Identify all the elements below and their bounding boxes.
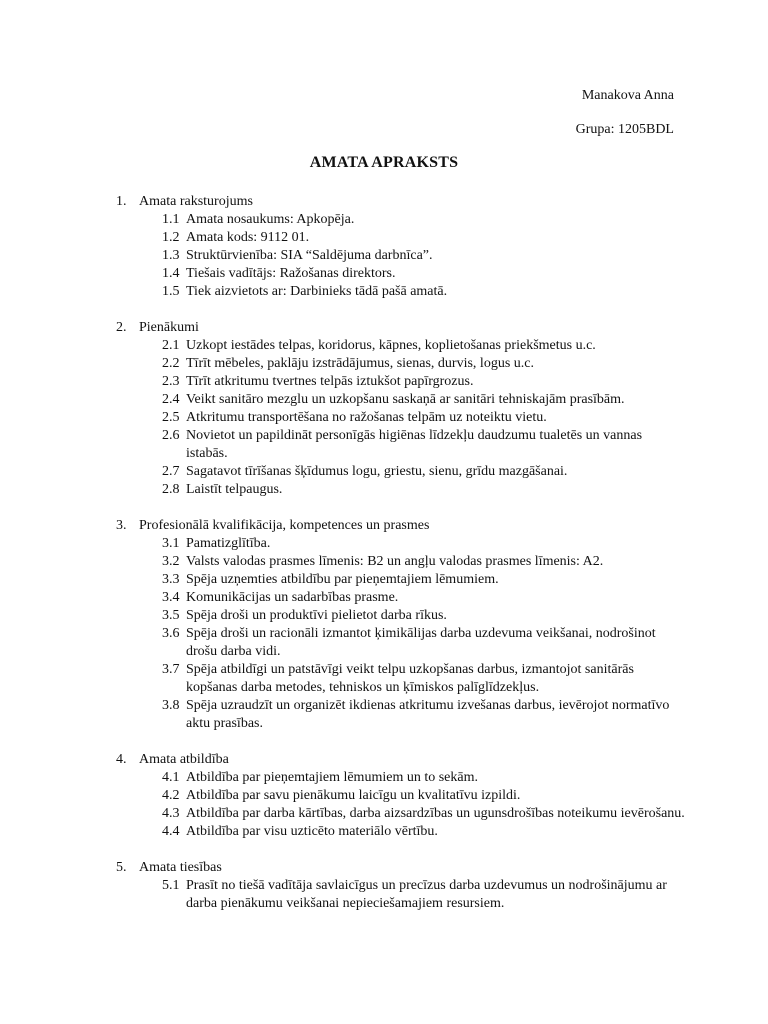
item-number: 2.5 <box>162 410 180 425</box>
section-items <box>162 877 686 913</box>
item-number: 1.3 <box>162 248 180 263</box>
list-item <box>162 589 686 607</box>
section-title: Amata raksturojums <box>139 194 253 209</box>
item-text: Atbildība par pieņemtajiem lēmumiem un to sekām. <box>186 770 478 785</box>
item-number: 4.1 <box>162 770 180 785</box>
list-item <box>162 463 686 481</box>
list-item <box>162 373 686 391</box>
item-text: Amata nosaukums: Apkopēja. <box>186 212 355 227</box>
section-title: Amata tiesības <box>139 860 222 875</box>
list-item <box>162 247 686 265</box>
list-item <box>162 409 686 427</box>
list-item <box>162 697 686 733</box>
list-item <box>162 265 686 283</box>
section-2 <box>116 319 686 499</box>
item-text: Sagatavot tīrīšanas šķīdumus logu, griestu, sienu, grīdu mazgāšanai. <box>186 464 568 479</box>
item-text: Spēja atbildīgi un patstāvīgi veikt telpu uzkopšanas darbus, izmantojot sanitārās kopšanas darba metodes, tehniskos un ķīmiskos palīglīdzekļus. <box>186 662 634 695</box>
item-number: 3.7 <box>162 662 180 677</box>
section-number: 4. <box>116 752 127 767</box>
section-heading <box>116 193 686 211</box>
author-name: Manakova Anna <box>581 88 674 103</box>
section-number: 5. <box>116 860 127 875</box>
item-text: Tīrīt atkritumu tvertnes telpās iztukšot papīrgrozus. <box>186 374 474 389</box>
item-number: 3.6 <box>162 626 180 641</box>
item-text: Amata kods: 9112 01. <box>186 230 310 245</box>
section-number: 2. <box>116 320 127 335</box>
section-3 <box>116 517 686 733</box>
item-text: Spēja droši un racionāli izmantot ķimikālijas darba uzdevuma veikšanai, nodrošinot drošu darba vidi. <box>186 626 656 659</box>
item-number: 4.3 <box>162 806 180 821</box>
section-number: 3. <box>116 518 127 533</box>
item-number: 2.8 <box>162 482 180 497</box>
list-item <box>162 481 686 499</box>
item-text: Spēja uzņemties atbildību par pieņemtajiem lēmumiem. <box>186 572 499 587</box>
item-text: Struktūrvienība: SIA “Saldējuma darbnīca”. <box>186 248 433 263</box>
item-number: 3.3 <box>162 572 180 587</box>
item-number: 2.3 <box>162 374 180 389</box>
item-number: 1.4 <box>162 266 180 281</box>
list-item <box>162 283 686 301</box>
section-heading <box>116 859 686 877</box>
list-item <box>162 625 686 661</box>
list-item <box>162 211 686 229</box>
section-heading <box>116 319 686 337</box>
item-number: 2.6 <box>162 428 180 443</box>
section-title: Profesionālā kvalifikācija, kompetences un prasmes <box>139 518 430 533</box>
section-heading <box>116 517 686 535</box>
list-item <box>162 553 686 571</box>
item-text: Valsts valodas prasmes līmenis: B2 un angļu valodas prasmes līmenis: A2. <box>186 554 604 569</box>
section-5 <box>116 859 686 913</box>
item-number: 2.2 <box>162 356 180 371</box>
item-text: Laistīt telpaugus. <box>186 482 283 497</box>
item-text: Atkritumu transportēšana no ražošanas telpām uz noteiktu vietu. <box>186 410 547 425</box>
item-number: 1.5 <box>162 284 180 299</box>
section-heading <box>116 751 686 769</box>
item-text: Tīrīt mēbeles, paklāju izstrādājumus, sienas, durvis, logus u.c. <box>186 356 534 371</box>
item-number: 2.7 <box>162 464 180 479</box>
list-item <box>162 823 686 841</box>
section-1 <box>116 193 686 301</box>
section-number: 1. <box>116 194 127 209</box>
item-text: Pamatizglītība. <box>186 536 271 551</box>
item-number: 3.8 <box>162 698 180 713</box>
item-text: Komunikācijas un sadarbības prasme. <box>186 590 399 605</box>
list-item <box>162 787 686 805</box>
item-number: 1.1 <box>162 212 180 227</box>
list-item <box>162 229 686 247</box>
item-text: Prasīt no tiešā vadītāja savlaicīgus un precīzus darba uzdevumus un nodrošinājumu ar darba pienākumu veikšanai nepieciešamajiem resursiem. <box>186 878 667 911</box>
sections-list <box>116 193 686 931</box>
item-number: 4.2 <box>162 788 180 803</box>
item-text: Novietot un papildināt personīgās higiēnas līdzekļu daudzumu tualetēs un vannas istabās. <box>186 428 643 461</box>
section-title: Pienākumi <box>139 320 199 335</box>
list-item <box>162 805 686 823</box>
document-title: AMATA APRAKSTS <box>309 154 459 171</box>
list-item <box>162 769 686 787</box>
item-text: Uzkopt iestādes telpas, koridorus, kāpnes, koplietošanas priekšmetus u.c. <box>186 338 596 353</box>
item-text: Veikt sanitāro mezglu un uzkopšanu saskaņā ar sanitāri tehniskajām prasībām. <box>186 392 625 407</box>
item-text: Tiešais vadītājs: Ražošanas direktors. <box>186 266 396 281</box>
item-number: 5.1 <box>162 878 180 893</box>
section-items <box>162 535 686 733</box>
item-number: 2.4 <box>162 392 180 407</box>
list-item <box>162 877 686 913</box>
list-item <box>162 427 686 463</box>
list-item <box>162 607 686 625</box>
item-text: Atbildība par visu uzticēto materiālo vērtību. <box>186 824 438 839</box>
item-number: 1.2 <box>162 230 180 245</box>
item-text: Tiek aizvietots ar: Darbinieks tādā pašā amatā. <box>186 284 448 299</box>
item-number: 3.2 <box>162 554 180 569</box>
item-number: 4.4 <box>162 824 180 839</box>
item-number: 2.1 <box>162 338 180 353</box>
item-number: 3.4 <box>162 590 180 605</box>
item-number: 3.5 <box>162 608 180 623</box>
item-text: Atbildība par savu pienākumu laicīgu un kvalitatīvu izpildi. <box>186 788 521 803</box>
section-items <box>162 769 686 841</box>
list-item <box>162 571 686 589</box>
section-items <box>162 337 686 499</box>
group-label: Grupa: 1205BDL <box>575 122 674 137</box>
item-text: Atbildība par darba kārtības, darba aizsardzības un ugunsdrošības noteikumu ievērošanu. <box>186 806 685 821</box>
section-title: Amata atbildība <box>139 752 229 767</box>
section-4 <box>116 751 686 841</box>
list-item <box>162 337 686 355</box>
list-item <box>162 661 686 697</box>
item-text: Spēja uzraudzīt un organizēt ikdienas atkritumu izvešanas darbus, ievērojot normatīvo aktu prasības. <box>186 698 670 731</box>
list-item <box>162 535 686 553</box>
list-item <box>162 355 686 373</box>
section-items <box>162 211 686 301</box>
item-text: Spēja droši un produktīvi pielietot darba rīkus. <box>186 608 447 623</box>
item-number: 3.1 <box>162 536 180 551</box>
list-item <box>162 391 686 409</box>
